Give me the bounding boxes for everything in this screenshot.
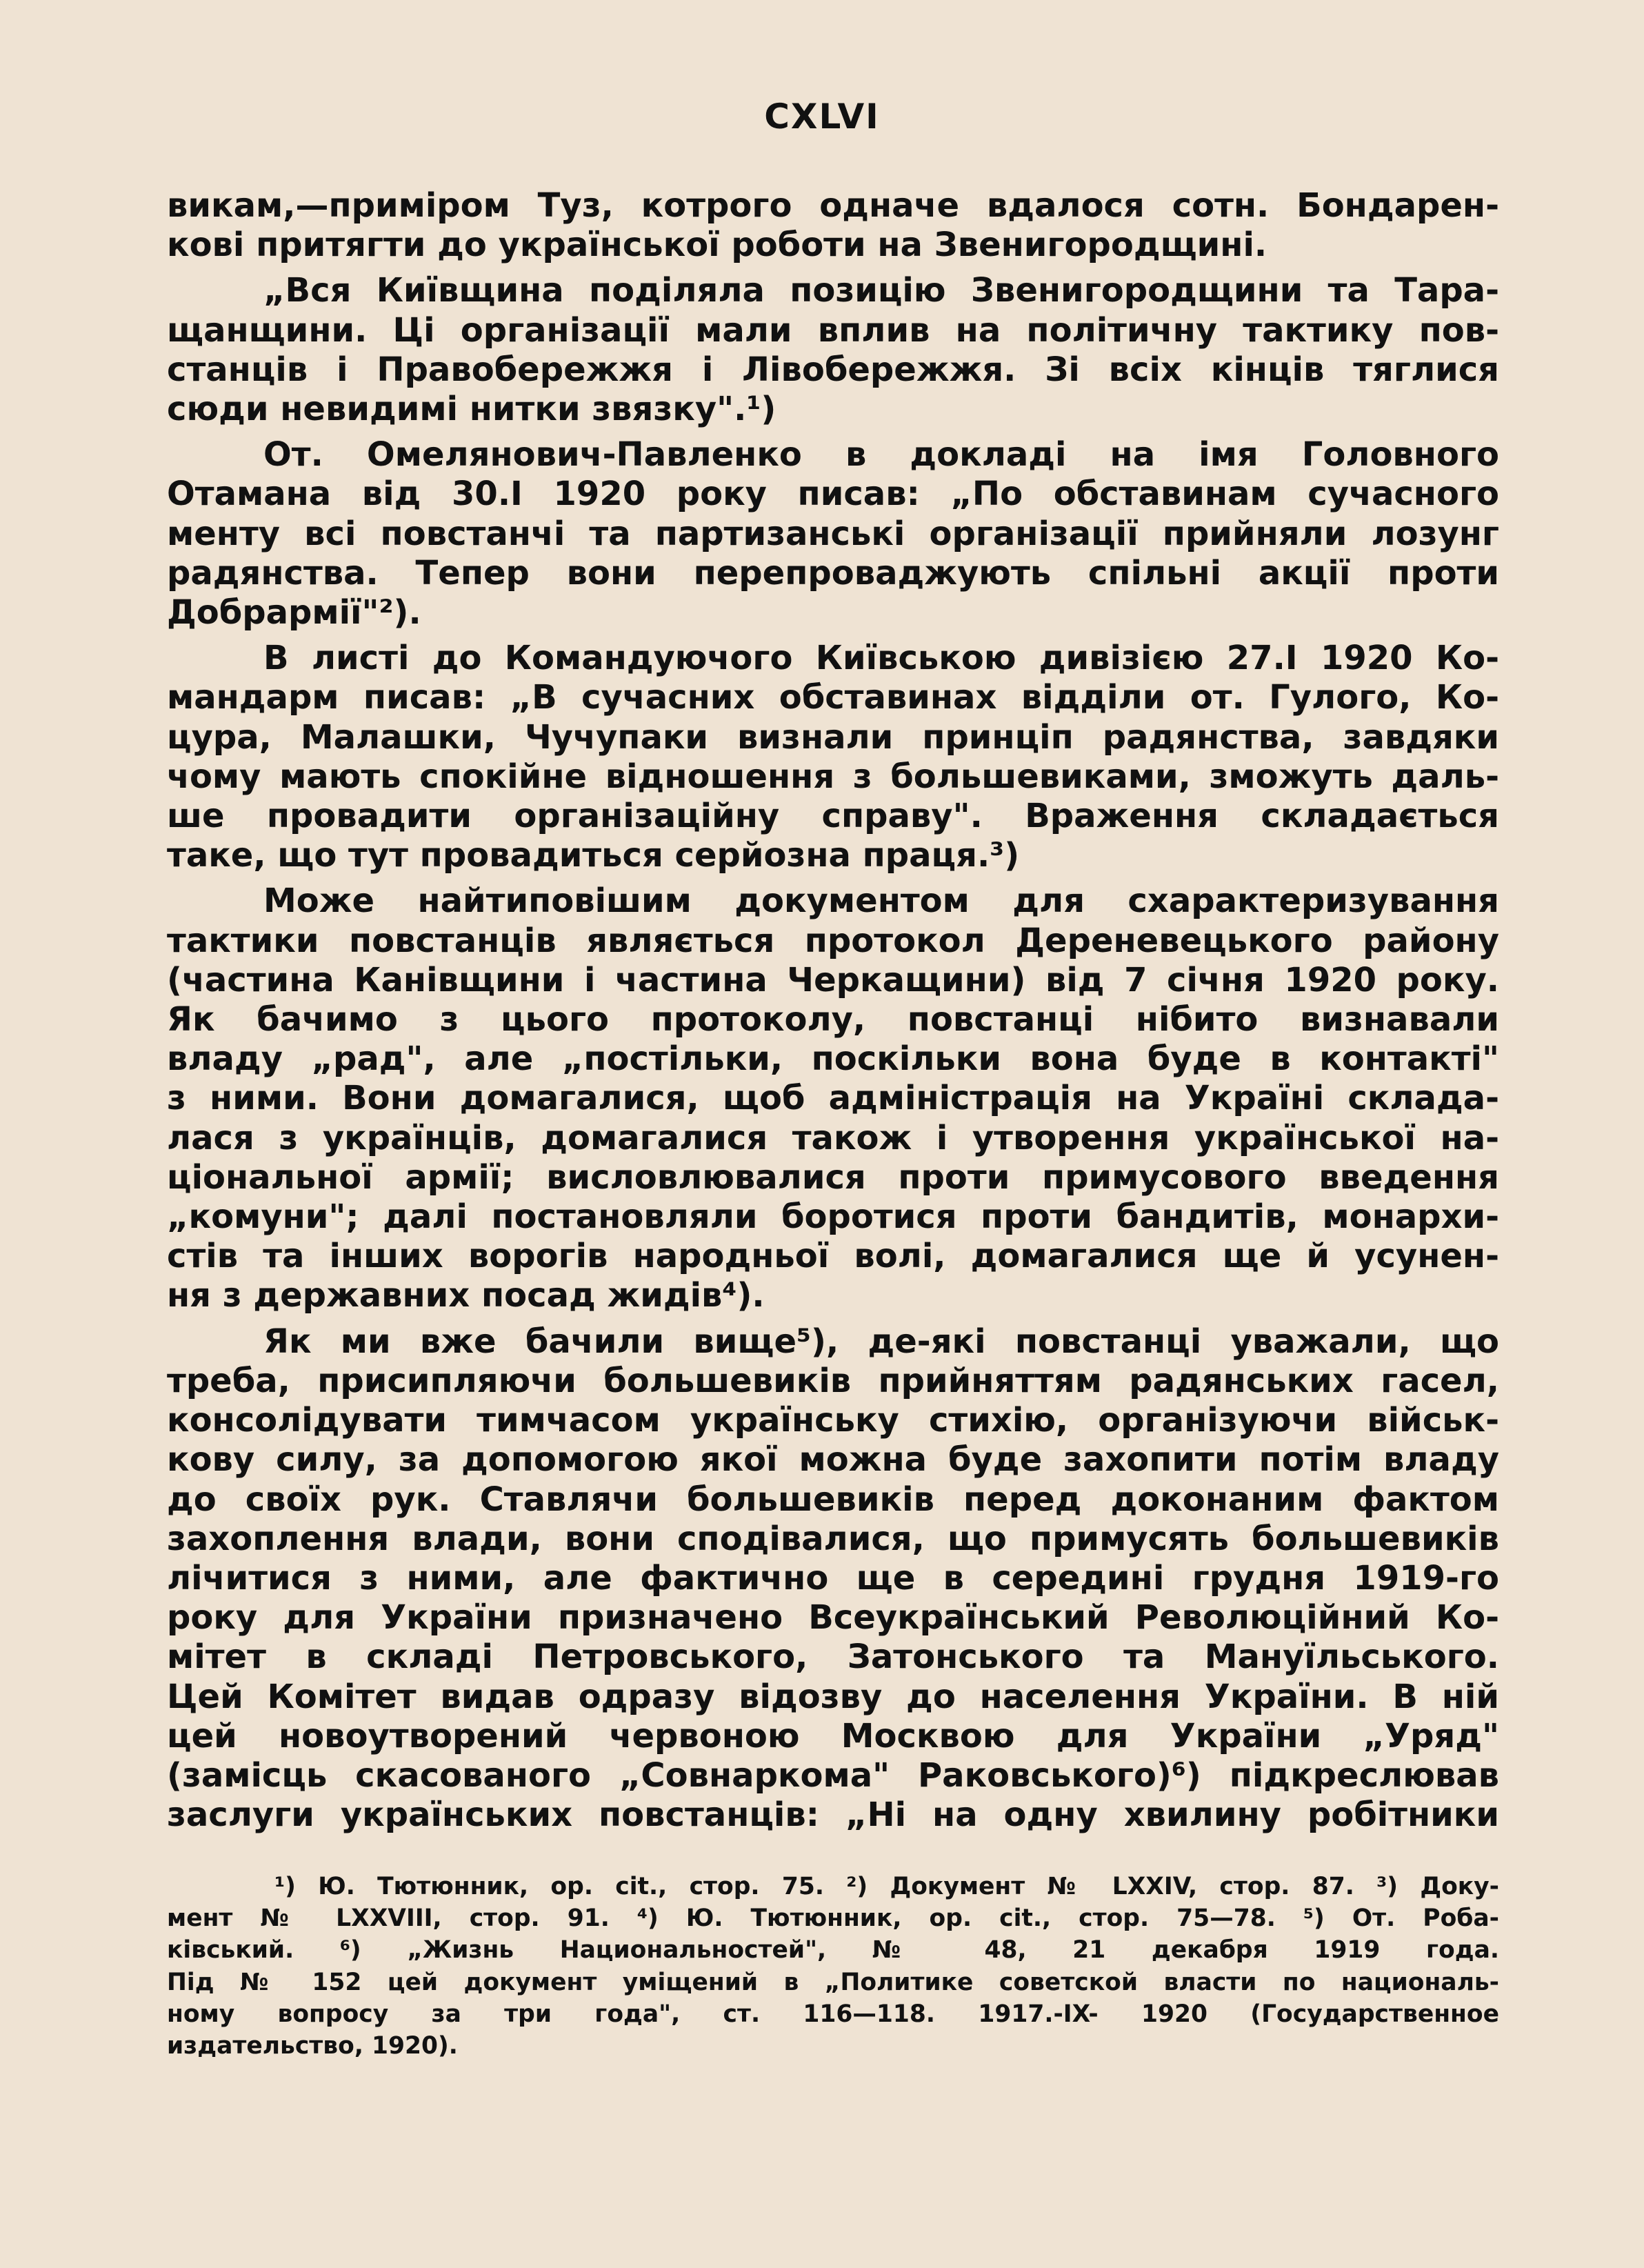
- text-line: станців і Правобережжя і Лівобережжя. Зі всіх кінців тяглися: [167, 350, 1499, 389]
- text-line: Може найтиповішим документом для схарактеризування: [263, 882, 1499, 921]
- text-line: владу „рад", але „постільки, поскільки вона буде в контакті": [167, 1040, 1499, 1079]
- text-line: викам,—приміром Туз, котрого одначе вдалося сотн. Бондарен-: [167, 186, 1499, 225]
- footnote-line: издательство, 1920).: [167, 2032, 458, 2060]
- text-line: „комуни"; далі постановляли боротися проти бандитів, монархи-: [167, 1197, 1499, 1237]
- text-line: з ними. Вони домагалися, щоб адміністрація на Україні склада-: [167, 1079, 1499, 1118]
- text-line: ше провадити організаційну справу". Враження складається: [167, 797, 1499, 836]
- text-line: кові притягти до української роботи на Звенигородщині.: [167, 226, 1267, 265]
- text-line: цей новоутворений червоною Москвою для України „Уряд": [167, 1716, 1499, 1755]
- text-line: консолідувати тимчасом українську стихію, організуючи військ-: [167, 1401, 1499, 1440]
- text-line: кову силу, за допомогою якої можна буде захопити потім владу: [167, 1440, 1499, 1480]
- paragraph: [167, 186, 1499, 265]
- paragraph: [167, 271, 1499, 429]
- text-line: Отамана від 30.I 1920 року писав: „По обставинам сучасного: [167, 475, 1499, 514]
- text-line: захоплення влади, вони сподівалися, що примусять большевиків: [167, 1519, 1499, 1558]
- text-line: року для України призначено Всеукраїнський Революційний Ко-: [167, 1598, 1499, 1638]
- text-line: (замісць скасованого „Совнаркома" Раковського)⁶) підкреслював: [167, 1755, 1499, 1795]
- footnotes: [167, 1871, 1499, 2062]
- text-line: треба, присипляючи большевиків прийняттям радянських гасел,: [167, 1361, 1499, 1400]
- footnote-line: ному вопросу за три года", ст. 116—118. 1917.-IX- 1920 (Государственное: [167, 2000, 1499, 2028]
- text-line: Як бачимо з цього протоколу, повстанці нібито визнавали: [167, 1000, 1499, 1040]
- paragraph: [167, 639, 1499, 875]
- text-line: заслуги українських повстанців: „Ні на одну хвилину робітники: [167, 1796, 1499, 1835]
- text-line: ціональної армії; висловлювалися проти примусового введення: [167, 1157, 1499, 1197]
- text-line: мандарм писав: „В сучасних обставинах відділи от. Гулого, Ко-: [167, 678, 1499, 717]
- paragraph: [167, 435, 1499, 633]
- footnote-line: мент № LXXVIII, стор. 91. ⁴) Ю. Тютюнник, op. cit., стор. 75—78. ⁵) От. Роба-: [167, 1904, 1499, 1933]
- text-line: „Вся Київщина поділяла позицію Звенигородщини та Тара-: [263, 271, 1499, 310]
- text-line: радянства. Тепер вони перепроваджують спільні акції проти: [167, 553, 1499, 593]
- text-line: чому мають спокійне відношення з большевиками, зможуть даль-: [167, 757, 1499, 796]
- text-line: сюди невидимі нитки звязку".¹): [167, 390, 776, 429]
- page-number: CXLVI: [764, 97, 880, 137]
- text-line: лічитися з ними, але фактично ще в середині грудня 1919-го: [167, 1558, 1499, 1598]
- footnote-line: ¹) Ю. Тютюнник, op. cit., стор. 75. ²) Документ № LXXIV, стор. 87. ³) Доку-: [274, 1873, 1499, 1900]
- text-line: (частина Канівщини і частина Черкащини) від 7 січня 1920 року.: [167, 960, 1499, 999]
- text-line: таке, що тут провадиться серйозна праця.³): [167, 836, 1020, 875]
- paragraph: [167, 882, 1499, 1315]
- text-line: От. Омелянович-Павленко в докладі на імя Головного: [263, 435, 1499, 475]
- text-line: Цей Комітет видав одразу відозву до населення України. В ній: [167, 1677, 1499, 1716]
- text-line: стів та інших ворогів народньої волі, домагалися ще й усунен-: [167, 1237, 1499, 1276]
- text-line: В листі до Командуючого Київською дивізією 27.I 1920 Ко-: [263, 639, 1499, 678]
- text-line: тактики повстанців являється протокол Дереневецького району: [167, 921, 1499, 960]
- body-text: [167, 186, 1499, 1841]
- text-line: менту всі повстанчі та партизанські організації прийняли лозунг: [167, 514, 1499, 553]
- text-line: цура, Малашки, Чучупаки визнали принціп радянства, завдяки: [167, 717, 1499, 757]
- text-line: до своїх рук. Ставлячи большевиків перед доконаним фактом: [167, 1480, 1499, 1519]
- text-line: Добрармії"²).: [167, 593, 421, 633]
- text-line: лася з українців, домагалися також і утворення української на-: [167, 1118, 1499, 1157]
- footnote-line: ківський. ⁶) „Жизнь Национальностей", № 48, 21 декабря 1919 года.: [167, 1936, 1499, 1964]
- paragraph: [167, 1322, 1499, 1836]
- footnote-line: Під № 152 цей документ уміщений в „Политике советской власти по националь-: [167, 1968, 1499, 1996]
- text-line: щанщини. Ці організації мали вплив на політичну тактику пов-: [167, 310, 1499, 350]
- text-line: Як ми вже бачили вище⁵), де-які повстанці уважали, що: [263, 1322, 1499, 1361]
- text-line: ня з державних посад жидів⁴).: [167, 1276, 765, 1315]
- text-line: мітет в складі Петровського, Затонського та Мануїльського.: [167, 1638, 1499, 1677]
